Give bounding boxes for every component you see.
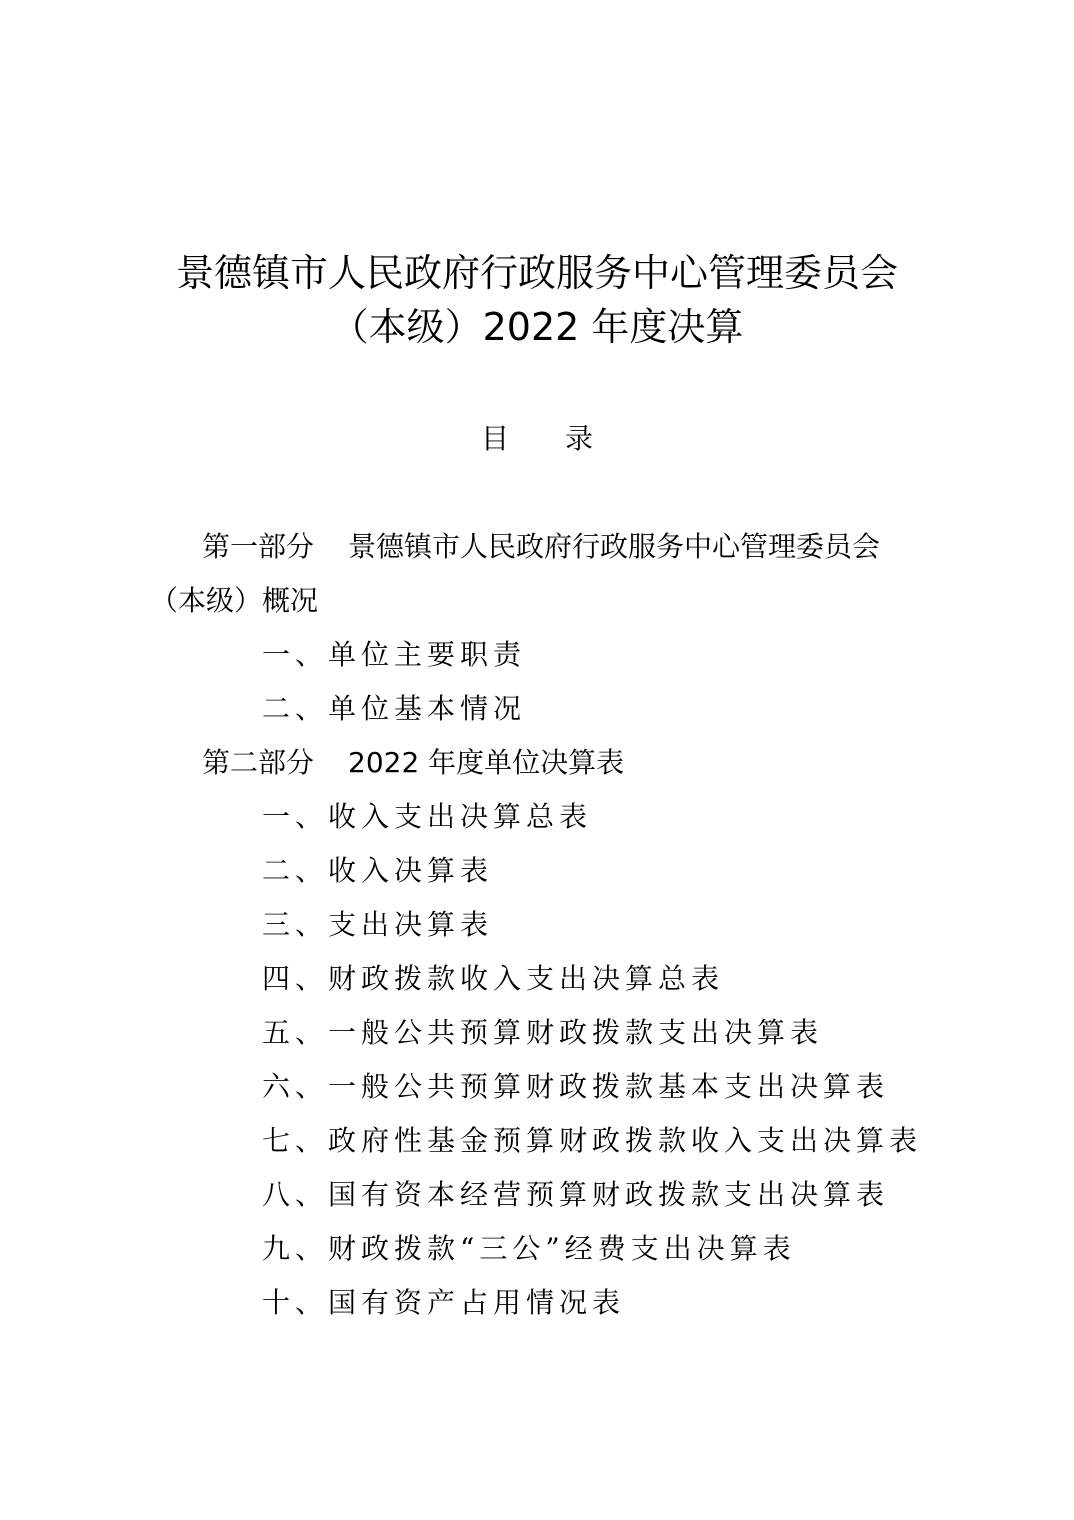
toc-item: 八、国有资本经营预算财政拨款支出决算表 bbox=[262, 1178, 890, 1211]
toc-item: 二、收入决算表 bbox=[262, 854, 494, 887]
toc-item: 三、支出决算表 bbox=[262, 908, 494, 941]
toc-item: 五、一般公共预算财政拨款支出决算表 bbox=[262, 1016, 824, 1049]
document-title-line-1: 景德镇市人民政府行政服务中心管理委员会 bbox=[175, 251, 898, 295]
toc-heading-right: 录 bbox=[565, 422, 594, 455]
toc-item: 一、收入支出决算总表 bbox=[262, 800, 593, 833]
toc-item: 十、国有资产占用情况表 bbox=[262, 1286, 626, 1319]
toc-part-1-continuation: （本级）概况 bbox=[150, 584, 319, 617]
toc-heading-left: 目 bbox=[480, 422, 509, 455]
toc-item: 二、单位基本情况 bbox=[262, 692, 527, 725]
toc-part-1-text: 景德镇市人民政府行政服务中心管理委员会 bbox=[348, 530, 881, 563]
toc-item: 六、一般公共预算财政拨款基本支出决算表 bbox=[262, 1070, 890, 1103]
toc-item: 四、财政拨款收入支出决算总表 bbox=[262, 962, 725, 995]
toc-part-2-label: 第二部分 bbox=[202, 746, 315, 779]
toc-item: 七、政府性基金预算财政拨款收入支出决算表 bbox=[262, 1124, 923, 1157]
toc-item: 九、财政拨款“三公”经费支出决算表 bbox=[262, 1232, 796, 1265]
toc-heading bbox=[0, 422, 1074, 455]
toc-part-2-text: 2022 年度单位决算表 bbox=[348, 746, 625, 779]
toc-part-2 bbox=[202, 746, 625, 779]
toc-part-1 bbox=[202, 530, 881, 563]
toc-item: 一、单位主要职责 bbox=[262, 638, 527, 671]
toc-part-1-label: 第一部分 bbox=[202, 530, 315, 563]
document-title-line-2: （本级）2022 年度决算 bbox=[330, 305, 744, 349]
